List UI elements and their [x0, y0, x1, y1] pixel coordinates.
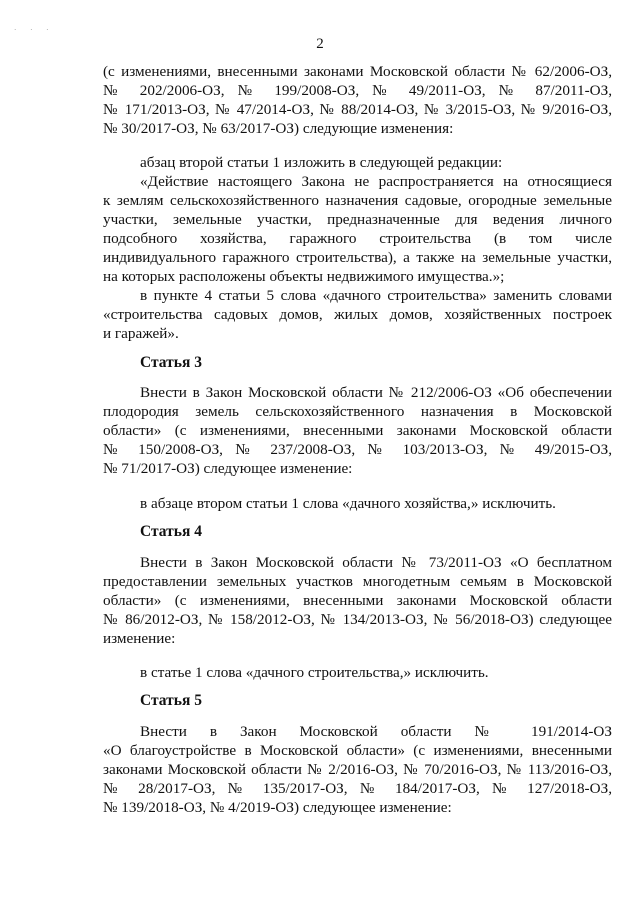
- body-line: № 171/2013-ОЗ, № 47/2014-ОЗ, № 88/2014-ОЗ, № 3/2015-ОЗ, № 9/2016-ОЗ,: [103, 101, 612, 118]
- scan-artifact: · · ·: [14, 26, 55, 34]
- page-number: 2: [316, 36, 324, 52]
- body-line: абзац второй статьи 1 изложить в следующей редакции:: [140, 154, 503, 171]
- body-line: предоставлении земельных участков многодетным семьям в Московской: [103, 573, 612, 590]
- body-line: № 202/2006-ОЗ, № 199/2008-ОЗ, № 49/2011-ОЗ, № 87/2011-ОЗ,: [103, 82, 612, 99]
- body-line: законами Московской области № 2/2016-ОЗ, № 70/2016-ОЗ, № 113/2016-ОЗ,: [103, 761, 612, 778]
- body-line: № 86/2012-ОЗ, № 158/2012-ОЗ, № 134/2013-ОЗ, № 56/2018-ОЗ) следующее: [103, 611, 612, 628]
- body-line: № 150/2008-ОЗ, № 237/2008-ОЗ, № 103/2013-ОЗ, № 49/2015-ОЗ,: [103, 441, 612, 458]
- body-line: индивидуального гаражного строительства), а также на земельные участки,: [103, 249, 612, 266]
- body-line: к землям сельскохозяйственного назначения садовые, огородные земельные: [103, 192, 612, 209]
- body-line: № 28/2017-ОЗ, № 135/2017-ОЗ, № 184/2017-ОЗ, № 127/2018-ОЗ,: [103, 780, 612, 797]
- body-line: «О благоустройстве в Московской области» (с изменениями, внесенными: [103, 742, 612, 759]
- body-line: участки, земельные участки, предназначенные для ведения личного: [103, 211, 612, 228]
- body-line: «строительства садовых домов, жилых домов, хозяйственных построек: [103, 306, 612, 323]
- body-line: Внести в Закон Московской области № 212/2006-ОЗ «Об обеспечении: [140, 384, 612, 401]
- body-line: и гаражей».: [103, 325, 179, 342]
- body-line: Внести в Закон Московской области № 73/2011-ОЗ «О бесплатном: [140, 554, 612, 571]
- body-line: изменение:: [103, 630, 176, 647]
- body-line: в пункте 4 статьи 5 слова «дачного строительства» заменить словами: [140, 287, 612, 304]
- article-4-heading: Статья 4: [140, 523, 202, 540]
- body-line: «Действие настоящего Закона не распространяется на относящиеся: [140, 173, 612, 190]
- body-line: плодородия земель сельскохозяйственного назначения в Московской: [103, 403, 612, 420]
- body-line: подсобного хозяйства, гаражного строительства (в том числе: [103, 230, 612, 247]
- body-line: № 71/2017-ОЗ) следующее изменение:: [103, 460, 353, 477]
- body-line: № 139/2018-ОЗ, № 4/2019-ОЗ) следующее изменение:: [103, 799, 452, 816]
- body-line: (с изменениями, внесенными законами Московской области № 62/2006-ОЗ,: [103, 63, 612, 80]
- body-line: № 30/2017-ОЗ, № 63/2017-ОЗ) следующие изменения:: [103, 120, 454, 137]
- body-line: области» (с изменениями, внесенными законами Московской области: [103, 592, 612, 609]
- body-line: области» (с изменениями, внесенными законами Московской области: [103, 422, 612, 439]
- body-line: в абзаце втором статьи 1 слова «дачного хозяйства,» исключить.: [140, 495, 556, 512]
- body-line: Внести в Закон Московской области № 191/2014-ОЗ: [140, 723, 612, 740]
- body-line: на которых расположены объекты недвижимого имущества.»;: [103, 268, 505, 285]
- article-3-heading: Статья 3: [140, 354, 202, 371]
- body-line: в статье 1 слова «дачного строительства,» исключить.: [140, 664, 489, 681]
- article-5-heading: Статья 5: [140, 692, 202, 709]
